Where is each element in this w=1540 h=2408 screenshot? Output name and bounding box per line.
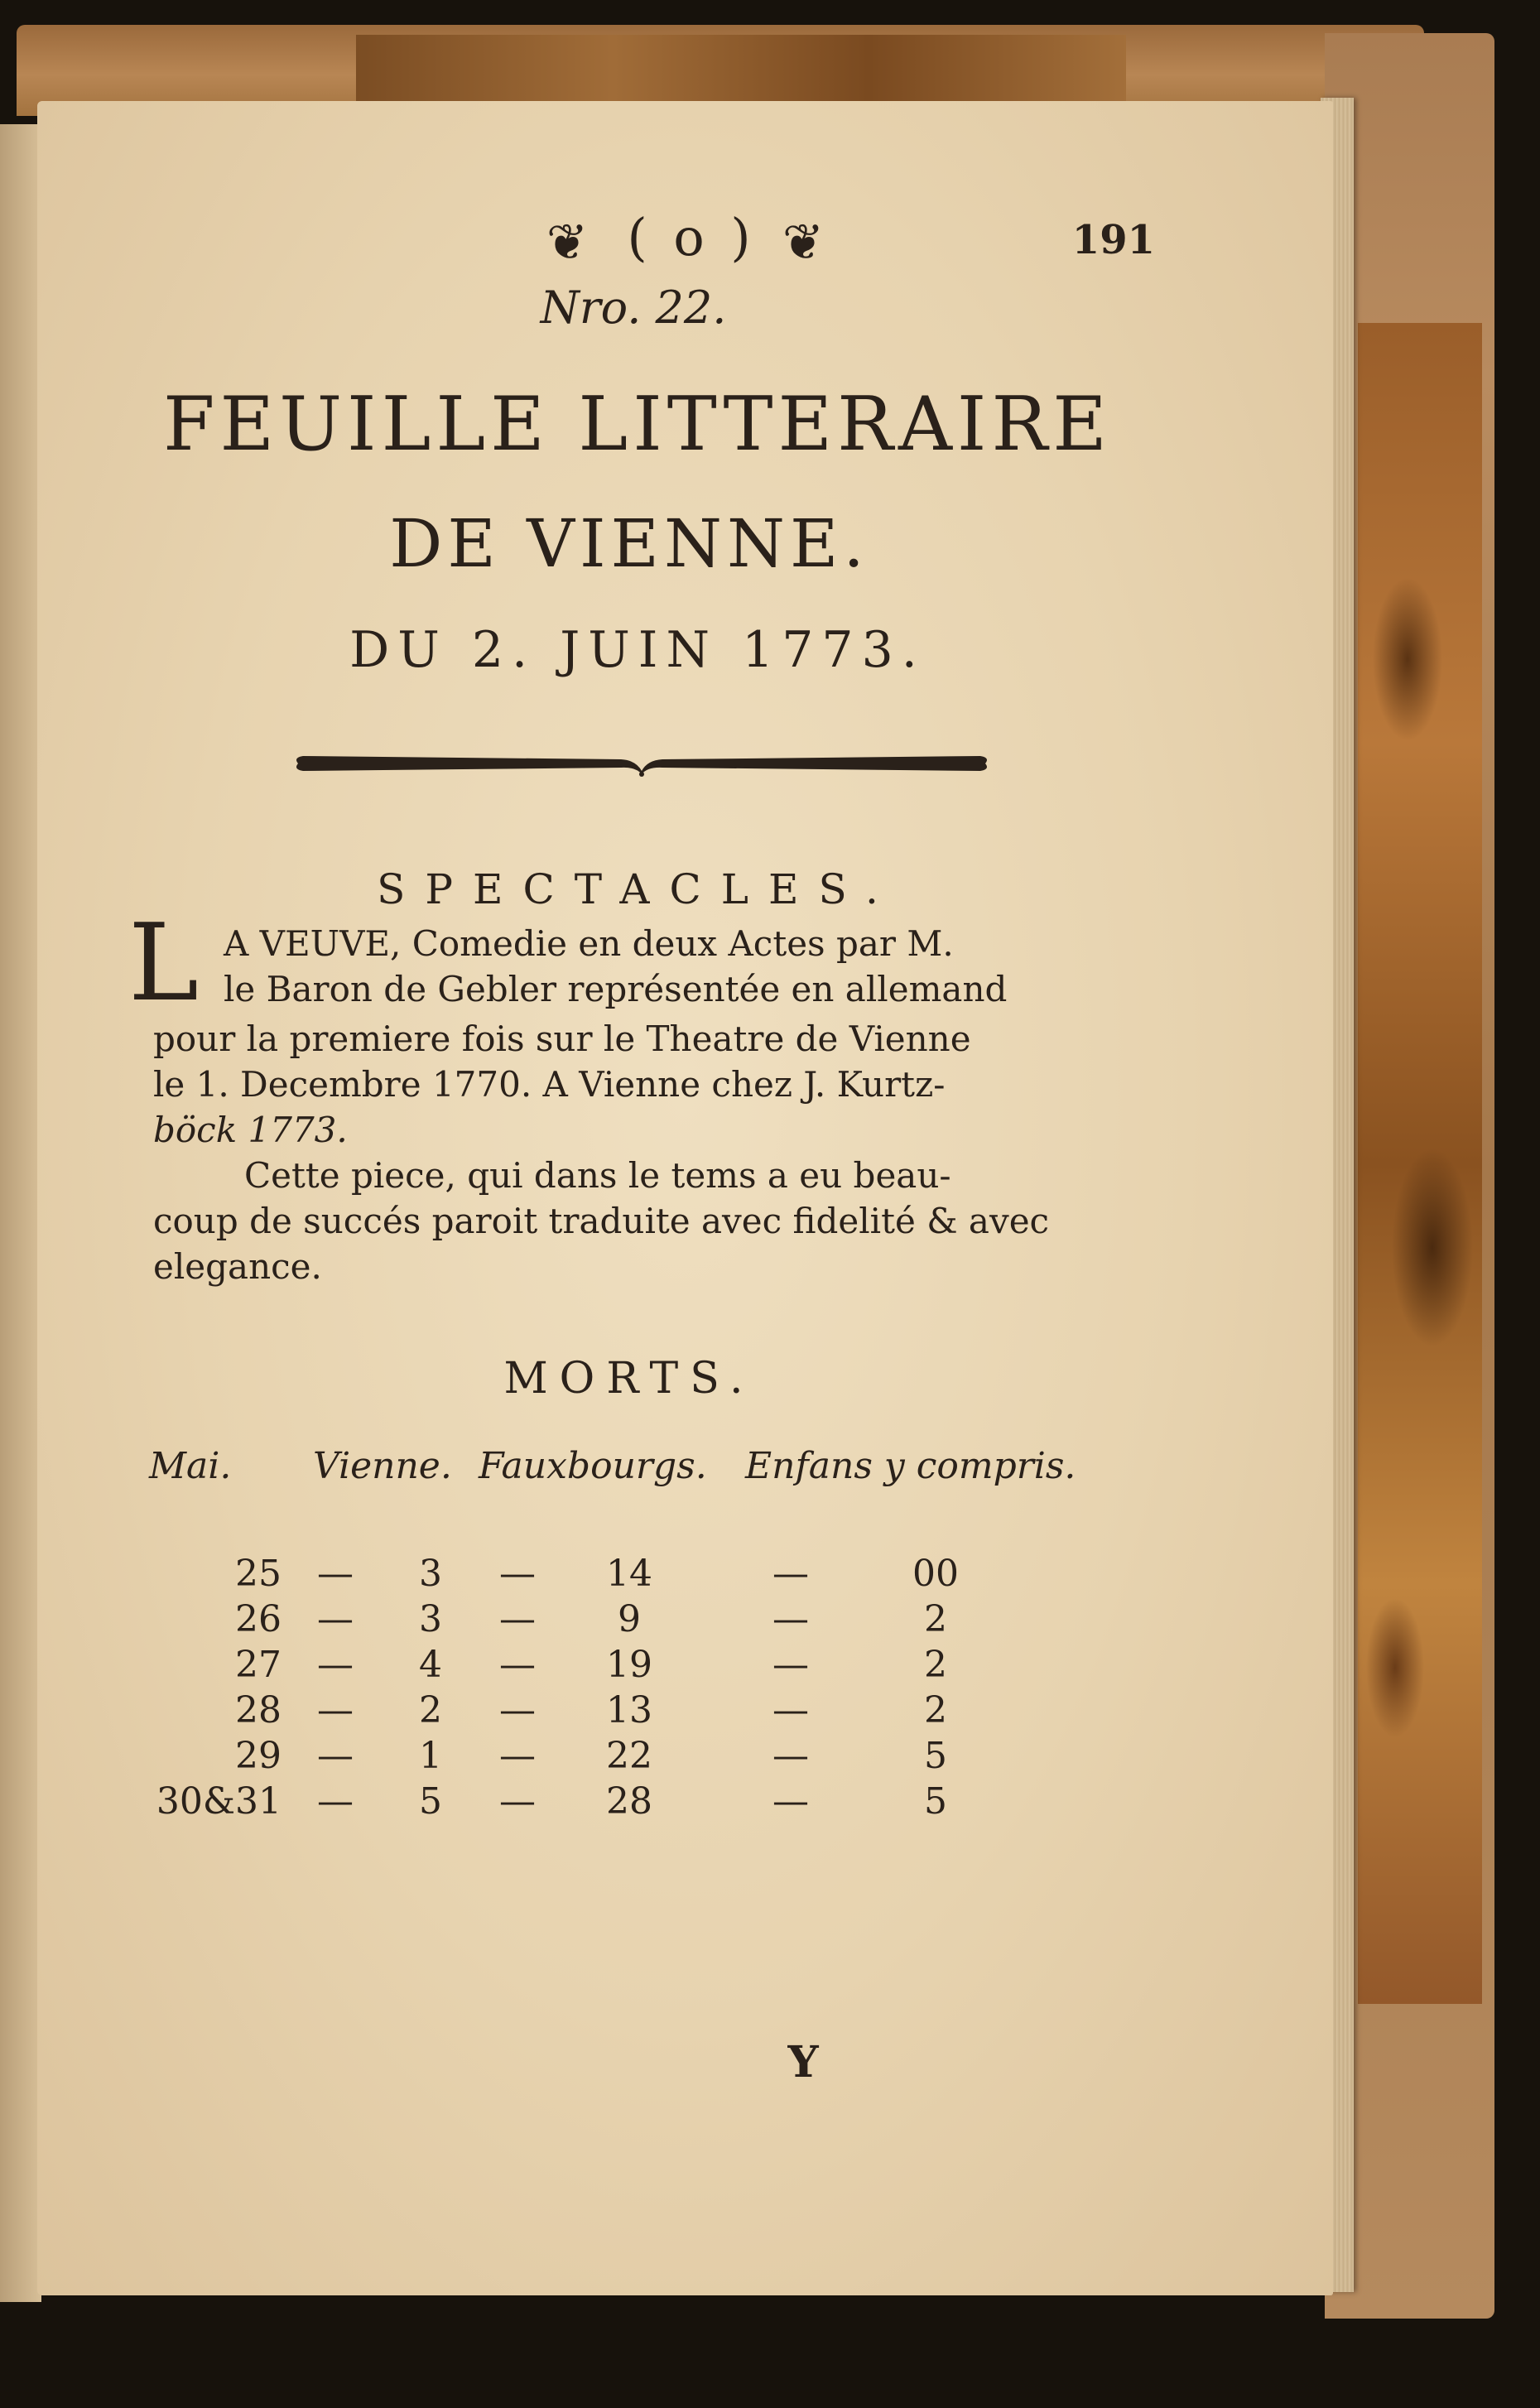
row-fauxbourgs: 19 xyxy=(606,1644,652,1686)
row-fauxbourgs: 22 xyxy=(606,1735,652,1777)
header-page-marker: ( o ) xyxy=(627,207,756,267)
row-vienne: 3 xyxy=(419,1553,442,1595)
dash: — xyxy=(317,1780,354,1823)
dash: — xyxy=(772,1644,809,1686)
ornamental-divider xyxy=(290,749,994,778)
dash: — xyxy=(772,1735,809,1777)
dash: — xyxy=(772,1553,809,1595)
row-enfans: 00 xyxy=(912,1553,959,1595)
column-header-fauxbourgs: Fauxbourgs. xyxy=(479,1445,707,1487)
dash: — xyxy=(499,1553,536,1595)
section-heading-morts: MORTS. xyxy=(503,1354,755,1404)
row-fauxbourgs: 9 xyxy=(618,1598,641,1640)
row-vienne: 3 xyxy=(419,1598,442,1640)
paragraph-line: A VEUVE, Comedie en deux Actes par M. xyxy=(224,923,954,964)
paragraph-line: coup de succés paroit traduite avec fidelité & avec xyxy=(153,1201,1050,1241)
paragraph-line: le Baron de Gebler représentée en allemand xyxy=(224,969,1008,1009)
row-date: 25 xyxy=(235,1553,282,1595)
dash: — xyxy=(317,1689,354,1731)
page-number: 191 xyxy=(1071,217,1155,263)
row-enfans: 5 xyxy=(924,1735,947,1777)
row-date: 27 xyxy=(235,1644,282,1686)
issue-date: DU 2. JUIN 1773. xyxy=(349,621,926,679)
paragraph-line: elegance. xyxy=(153,1246,322,1287)
facing-page-edge xyxy=(0,124,41,2302)
dash: — xyxy=(772,1780,809,1823)
paragraph-line: böck 1773. xyxy=(153,1110,348,1150)
row-enfans: 2 xyxy=(924,1689,947,1731)
issue-number: Nro. 22. xyxy=(540,282,727,334)
column-header-enfans: Enfans y compris. xyxy=(745,1445,1076,1487)
dash: — xyxy=(499,1689,536,1731)
dash: — xyxy=(772,1689,809,1731)
row-date: 29 xyxy=(235,1735,282,1777)
dash: — xyxy=(499,1735,536,1777)
dash: — xyxy=(499,1644,536,1686)
drop-cap: L xyxy=(128,902,199,1025)
row-enfans: 2 xyxy=(924,1644,947,1686)
dash: — xyxy=(317,1644,354,1686)
column-header-vienne: Vienne. xyxy=(313,1445,452,1487)
paragraph-line: Cette piece, qui dans le tems a eu beau- xyxy=(244,1155,951,1196)
paragraph-line: pour la premiere fois sur le Theatre de Vienne xyxy=(153,1019,971,1059)
row-vienne: 2 xyxy=(419,1689,442,1731)
row-vienne: 1 xyxy=(419,1735,442,1777)
dash: — xyxy=(317,1553,354,1595)
column-header-mai: Mai. xyxy=(149,1445,232,1487)
title-line-1: FEUILLE LITTERAIRE xyxy=(163,381,1112,468)
row-date: 30&31 xyxy=(156,1780,282,1823)
dash: — xyxy=(317,1598,354,1640)
row-date: 26 xyxy=(235,1598,282,1640)
fleuron-right-icon: ❦ xyxy=(782,214,825,272)
dash: — xyxy=(772,1598,809,1640)
signature-mark: Y xyxy=(787,2037,819,2088)
dash: — xyxy=(499,1780,536,1823)
marbled-endpaper xyxy=(1358,323,1482,2004)
row-fauxbourgs: 14 xyxy=(606,1553,652,1595)
dash: — xyxy=(317,1735,354,1777)
row-enfans: 5 xyxy=(924,1780,947,1823)
row-enfans: 2 xyxy=(924,1598,947,1640)
row-date: 28 xyxy=(235,1689,282,1731)
title-line-2: DE VIENNE. xyxy=(389,505,869,582)
row-fauxbourgs: 28 xyxy=(606,1780,652,1823)
row-vienne: 4 xyxy=(419,1644,442,1686)
section-heading-spectacles: SPECTACLES. xyxy=(377,865,898,913)
dash: — xyxy=(499,1598,536,1640)
row-fauxbourgs: 13 xyxy=(606,1689,652,1731)
fleuron-left-icon: ❦ xyxy=(546,214,589,272)
paragraph-line: le 1. Decembre 1770. A Vienne chez J. Kurtz- xyxy=(153,1064,946,1105)
row-vienne: 5 xyxy=(419,1780,442,1823)
book-cover-inlay xyxy=(356,35,1126,101)
